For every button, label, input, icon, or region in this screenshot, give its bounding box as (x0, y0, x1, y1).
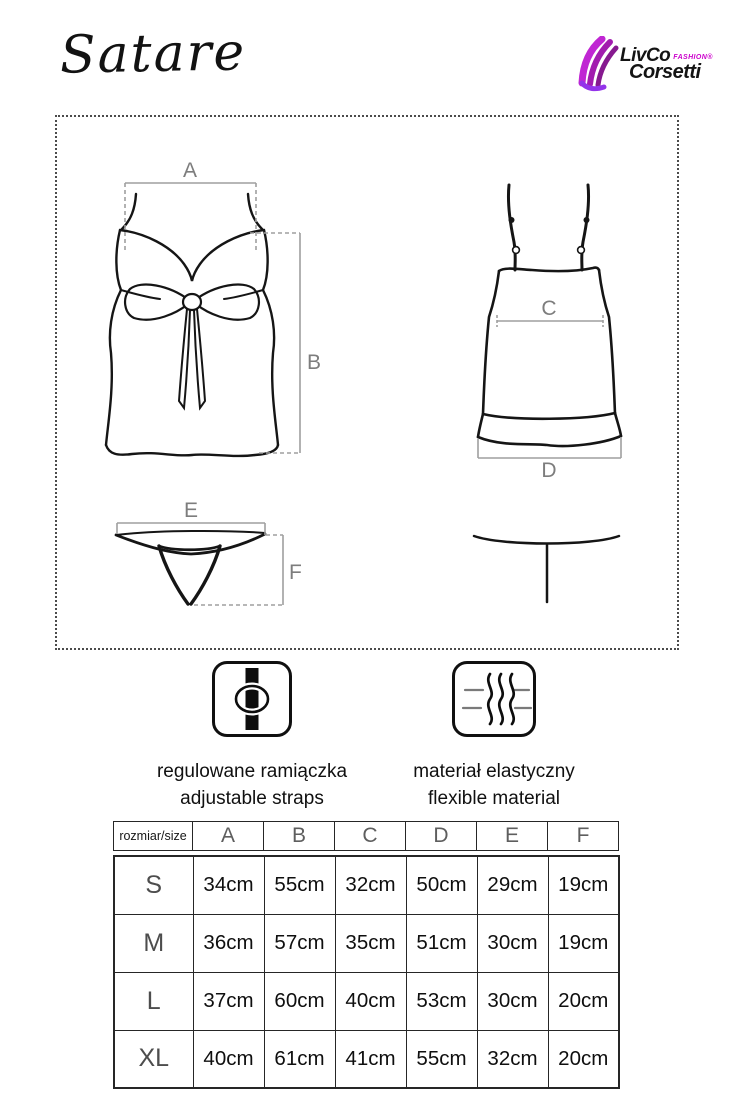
dim-label-b: B (307, 351, 322, 374)
value-cell: 51cm (406, 914, 477, 972)
table-row-s (114, 856, 619, 914)
value-cell: 40cm (193, 1030, 264, 1088)
value-cell: 50cm (406, 856, 477, 914)
value-cell: 29cm (477, 856, 548, 914)
value-cell: 30cm (477, 972, 548, 1030)
table-row-m (114, 914, 619, 972)
dim-label-d: D (541, 459, 557, 482)
size-label: S (114, 856, 193, 914)
front-bow (125, 285, 259, 408)
dimension-d-lines (478, 437, 621, 458)
value-cell: 30cm (477, 914, 548, 972)
value-cell: 37cm (193, 972, 264, 1030)
elastic-material-icon (452, 661, 536, 737)
header-cell-b: B (264, 822, 335, 851)
value-cell: 55cm (264, 856, 335, 914)
diagram-border-box (55, 115, 679, 650)
value-cell: 20cm (548, 972, 619, 1030)
value-cell: 53cm (406, 972, 477, 1030)
butterfly-wing-icon (577, 36, 619, 92)
size-table-body (113, 855, 620, 1089)
size-label: XL (114, 1030, 193, 1088)
panty-back-drawing (474, 536, 619, 602)
value-cell: 57cm (264, 914, 335, 972)
size-label: M (114, 914, 193, 972)
header-cell-c: C (335, 822, 406, 851)
brand-fashion-tag: FASHION® (673, 54, 713, 61)
brand-name-bottom: Corsetti (629, 61, 701, 83)
dim-label-c: C (541, 297, 557, 320)
panty-front-drawing (116, 531, 265, 604)
value-cell: 61cm (264, 1030, 335, 1088)
value-cell: 19cm (548, 856, 619, 914)
straps-caption-en: adjustable straps (180, 787, 324, 809)
table-row-xl (114, 1030, 619, 1088)
value-cell: 60cm (264, 972, 335, 1030)
size-table-header (113, 821, 619, 851)
brand-name-top: LivCo (620, 45, 671, 66)
value-cell: 32cm (335, 856, 406, 914)
dim-label-f: F (289, 561, 302, 584)
header-cell-a: A (193, 822, 264, 851)
dimension-a-lines (125, 183, 256, 251)
material-caption-en: flexible material (428, 787, 560, 809)
header-cell-e: E (477, 822, 548, 851)
dim-label-e: E (183, 499, 199, 522)
value-cell: 55cm (406, 1030, 477, 1088)
value-cell: 41cm (335, 1030, 406, 1088)
material-caption-pl: materiał elastyczny (413, 761, 575, 782)
straps-caption-pl: regulowane ramiączka (156, 761, 348, 782)
material-caption (342, 759, 646, 812)
size-table-header-row (114, 822, 619, 851)
size-label: L (114, 972, 193, 1030)
brand-logo-text (620, 46, 713, 82)
value-cell: 32cm (477, 1030, 548, 1088)
value-cell: 35cm (335, 914, 406, 972)
value-cell: 34cm (193, 856, 264, 914)
measurement-diagram (57, 117, 677, 648)
value-cell: 19cm (548, 914, 619, 972)
header-cell-d: D (406, 822, 477, 851)
product-title: Satare (59, 22, 247, 86)
table-row-l (114, 972, 619, 1030)
dim-label-a: A (182, 159, 198, 182)
value-cell: 40cm (335, 972, 406, 1030)
header-cell-f: F (548, 822, 619, 851)
value-cell: 36cm (193, 914, 264, 972)
brand-logo (577, 36, 713, 92)
value-cell: 20cm (548, 1030, 619, 1088)
header-cell-rozmiar: rozmiar/size (114, 822, 193, 851)
adjustable-straps-icon (212, 661, 292, 737)
